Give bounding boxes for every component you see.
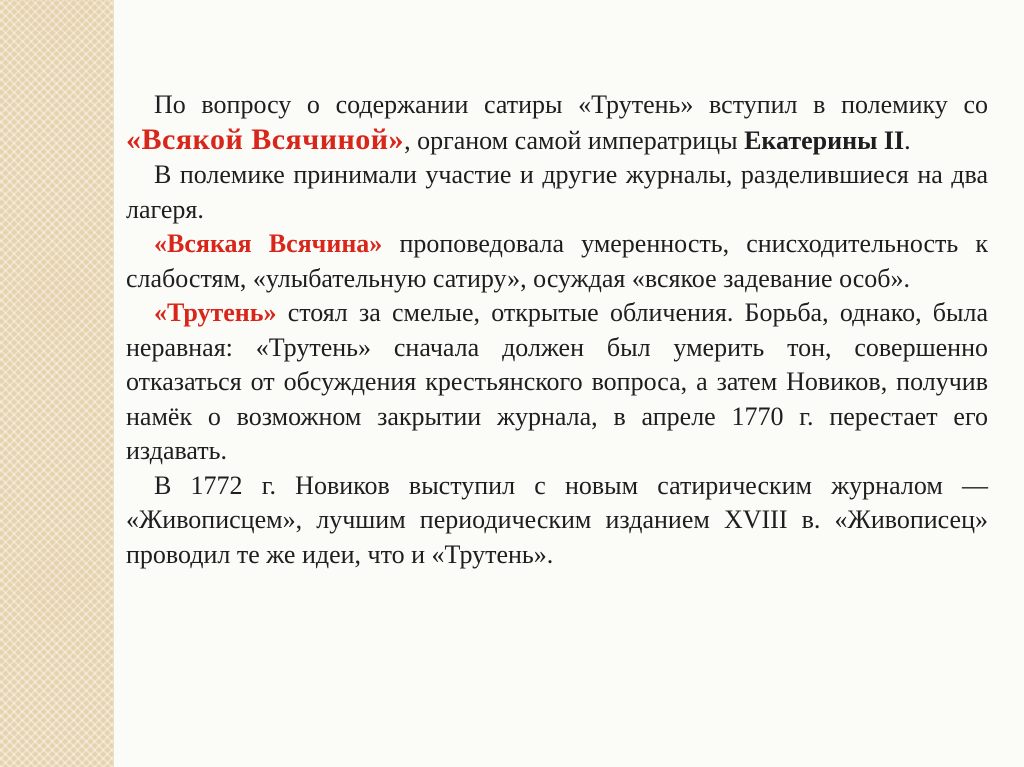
journal-name-vsyakaya-vsyachina-2: «Всякая Всячина»	[154, 229, 383, 258]
paragraph-4	[126, 296, 988, 469]
slide-body-text	[126, 88, 988, 572]
paragraph-1	[126, 88, 988, 158]
paragraph-3-text: проповедовала умеренность, снисходительность к слабостям, «улыбательную сатиру», осуждая «всякое задевание особ».	[126, 229, 988, 293]
paragraph-1-text-a: По вопросу о содержании сатиры «Трутень» вступил в полемику со	[154, 90, 988, 119]
paragraph-3	[126, 227, 988, 296]
empress-name: Екатерины II	[744, 125, 905, 155]
journal-name-truten: «Трутень»	[154, 298, 277, 327]
journal-name-vsyakaya-vsyachina: «Всякой Всячиной»	[126, 122, 405, 156]
decorative-side-band	[0, 0, 114, 767]
paragraph-1-text-e: .	[904, 125, 911, 155]
paragraph-1-text-c: , органом самой императрицы	[404, 125, 745, 155]
paragraph-5: В 1772 г. Новиков выступил с новым сатирическим журналом — «Живописцем», лучшим периодическим изданием XVIII в. «Живописец» проводил те же идеи, что и «Трутень».	[126, 470, 988, 569]
paragraph-4-text: стоял за смелые, открытые обличения. Борьба, однако, была неравная: «Трутень» сначала должен был умерить тон, совершенно отказаться от обсуждения крестьянского вопроса, а затем Новиков, получив намёк о возможном закрытии журнала, в апреле 1770 г. перестает его издавать.	[126, 298, 988, 465]
paragraph-2: В полемике принимали участие и другие журналы, разделившиеся на два лагеря.	[126, 160, 988, 224]
